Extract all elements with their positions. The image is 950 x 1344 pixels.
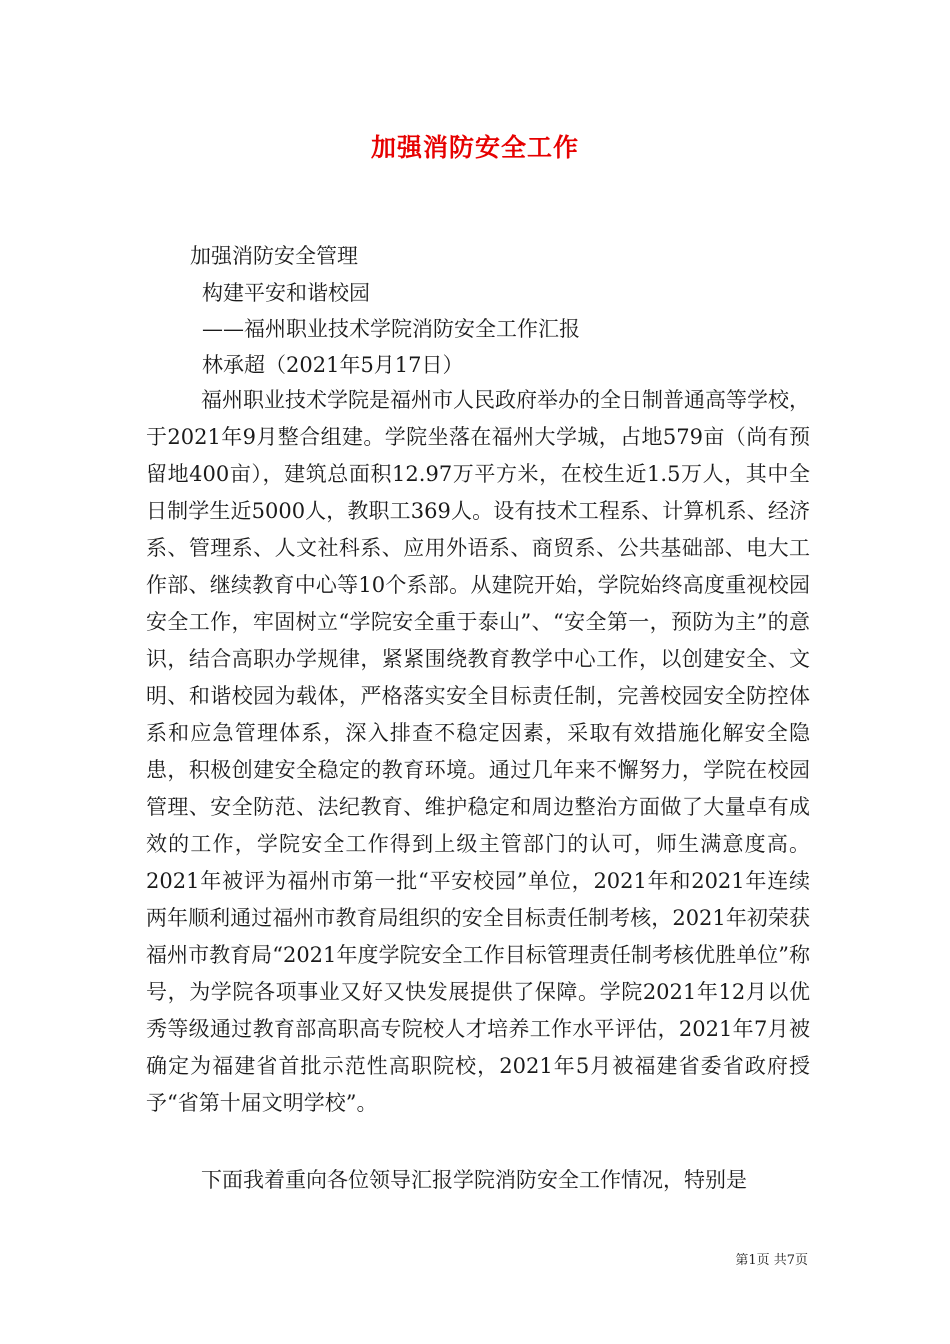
body-paragraph-1: 福州职业技术学院是福州市人民政府举办的全日制普通高等学校，于2021年9月整合组建。学院坐落在福州大学城，占地579亩（尚有预留地400亩），建筑总面积12.97万平方米，在校生近1.5万人，其中全日制学生近5000人，教职工369人。设有技术工程系、计算机系、经济系、管理系、人文社科系、应用外语系、商贸系、公共基础部、电大工作部、继续教育中心等10个系部。从建院开始，学院始终高度重视校园安全工作，牢固树立“学院安全重于泰山”、“安全第一，预防为主”的意识，结合高职办学规律，紧紧围绕教育教学中心工作，以创建安全、文明、和谐校园为载体，严格落实安全目标责任制，完善校园安全防控体系和应急管理体系，深入排查不稳定因素，采取有效措施化解安全隐患，积极创建安全稳定的教育环境。通过几年来不懈努力，学院在校园管理、安全防范、法纪教育、维护稳定和周边整治方面做了大量卓有成效的工作，学院安全工作得到上级主管部门的认可，师生满意度高。2021年被评为福州市第一批“平安校园”单位，2021年和2021年连续两年顺利通过福州市教育局组织的安全目标责任制考核，2021年初荣获福州市教育局“2021年度学院安全工作目标管理责任制考核优胜单位”称号，为学院各项事业又好又快发展提供了保障。学院2021年12月以优秀等级通过教育部高职高专院校人才培养工作水平评估，2021年7月被确定为福建省首批示范性高职院校，2021年5月被福建省委省政府授予“省第十届文明学校”。 — [146, 388, 810, 1115]
body-paragraph-2: 下面我着重向各位领导汇报学院消防安全工作情况，特别是 — [201, 1168, 747, 1192]
heading-line-2: 构建平安和谐校园 — [202, 281, 370, 305]
page-number-footer: 第1页 共7页 — [735, 1253, 808, 1268]
heading-line-3: ——福州职业技术学院消防安全工作汇报 — [202, 317, 580, 341]
document-title: 加强消防安全工作 — [370, 133, 579, 162]
heading-line-1: 加强消防安全管理 — [190, 244, 358, 268]
author-date-line: 林承超（2021年5月17日） — [202, 353, 464, 377]
